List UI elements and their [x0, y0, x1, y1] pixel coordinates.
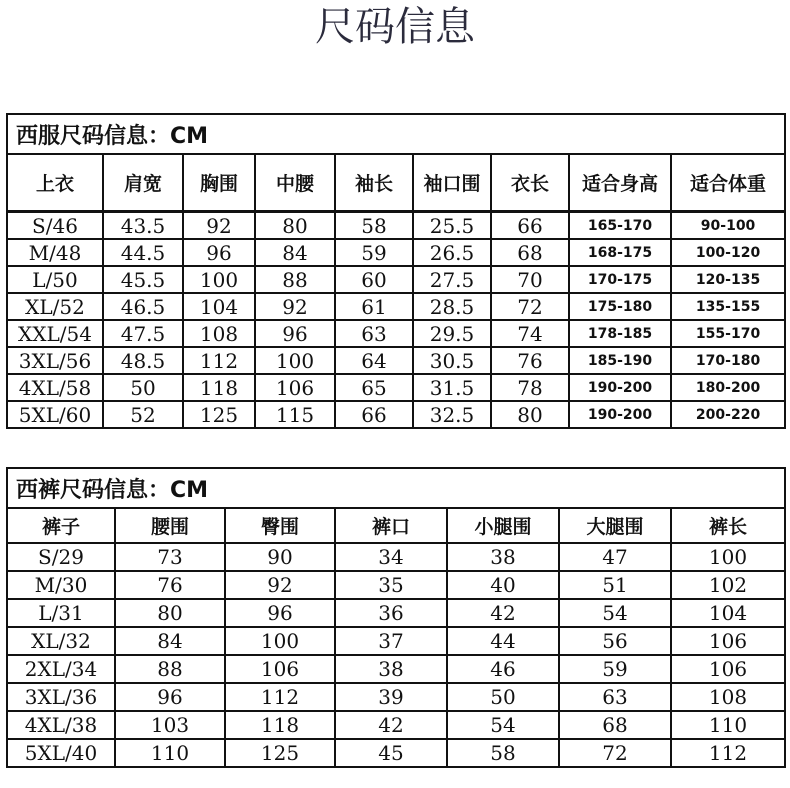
suit-table-cell: 3XL/56: [7, 347, 103, 374]
suit-table-cell: 64: [335, 347, 413, 374]
pants-table-cell: 40: [447, 571, 559, 599]
suit-header-cell: 衣长: [491, 154, 569, 212]
pants-table-cell: 106: [671, 655, 785, 683]
suit-table-cell: 118: [183, 374, 255, 401]
pants-table-cell: 104: [671, 599, 785, 627]
pants-table-cell: L/31: [7, 599, 115, 627]
suit-table-cell: 108: [183, 320, 255, 347]
suit-table-cell: 92: [183, 212, 255, 240]
suit-table-cell: 59: [335, 239, 413, 266]
pants-table-cell: 39: [335, 683, 447, 711]
suit-table-row: [7, 401, 785, 428]
pants-table-cell: 4XL/38: [7, 711, 115, 739]
suit-table-cell: 5XL/60: [7, 401, 103, 428]
pants-table-cell: 100: [671, 543, 785, 571]
suit-table-cell: 80: [491, 401, 569, 428]
suit-table-cell: 32.5: [413, 401, 491, 428]
pants-table-cell: 125: [225, 739, 335, 767]
pants-table-cell: 35: [335, 571, 447, 599]
pants-header-cell: 腰围: [115, 508, 225, 543]
pants-table-cell: 73: [115, 543, 225, 571]
suit-table-cell: 78: [491, 374, 569, 401]
suit-table-cell: 66: [335, 401, 413, 428]
suit-table-cell: XXL/54: [7, 320, 103, 347]
pants-table-row: [7, 711, 785, 739]
pants-table-title: 西裤尺码信息：CM: [7, 468, 785, 508]
pants-table-cell: 96: [225, 599, 335, 627]
suit-table-cell: M/48: [7, 239, 103, 266]
pants-table-cell: 36: [335, 599, 447, 627]
suit-table-cell: 84: [255, 239, 335, 266]
pants-header-cell: 裤子: [7, 508, 115, 543]
suit-table-cell: 44.5: [103, 239, 183, 266]
pants-table-cell: 102: [671, 571, 785, 599]
suit-table-cell: 31.5: [413, 374, 491, 401]
suit-table-row: [7, 266, 785, 293]
pants-table-cell: 56: [559, 627, 671, 655]
pants-header-cell: 小腿围: [447, 508, 559, 543]
suit-table-cell: 61: [335, 293, 413, 320]
suit-table-cell: 112: [183, 347, 255, 374]
pants-table-cell: 44: [447, 627, 559, 655]
pants-table-cell: 108: [671, 683, 785, 711]
pants-table-row: [7, 627, 785, 655]
suit-table-cell: 100: [255, 347, 335, 374]
pants-table-cell: 68: [559, 711, 671, 739]
suit-table-cell: 104: [183, 293, 255, 320]
suit-header-cell: 肩宽: [103, 154, 183, 212]
suit-table-cell: 65: [335, 374, 413, 401]
pants-table-cell: 42: [335, 711, 447, 739]
suit-table-cell: 185-190: [569, 347, 671, 374]
suit-table-cell: 4XL/58: [7, 374, 103, 401]
pants-table-row: [7, 599, 785, 627]
suit-table-cell: S/46: [7, 212, 103, 240]
pants-table-cell: 110: [671, 711, 785, 739]
suit-table-cell: 175-180: [569, 293, 671, 320]
suit-table-title: 西服尺码信息：CM: [7, 114, 785, 154]
suit-table-cell: 66: [491, 212, 569, 240]
pants-table-row: [7, 683, 785, 711]
pants-header-cell: 裤长: [671, 508, 785, 543]
pants-table-cell: 76: [115, 571, 225, 599]
pants-table-cell: 37: [335, 627, 447, 655]
suit-table-cell: 135-155: [671, 293, 785, 320]
suit-table-cell: 125: [183, 401, 255, 428]
suit-table-cell: 58: [335, 212, 413, 240]
suit-table-cell: 92: [255, 293, 335, 320]
suit-table-cell: 190-200: [569, 401, 671, 428]
suit-table-cell: 170-175: [569, 266, 671, 293]
suit-header-cell: 袖长: [335, 154, 413, 212]
suit-table-cell: 72: [491, 293, 569, 320]
suit-header-cell: 中腰: [255, 154, 335, 212]
suit-table-row: [7, 212, 785, 240]
suit-header-cell: 适合身高: [569, 154, 671, 212]
pants-header-cell: 大腿围: [559, 508, 671, 543]
suit-table-cell: 200-220: [671, 401, 785, 428]
pants-table-cell: M/30: [7, 571, 115, 599]
suit-table-cell: 50: [103, 374, 183, 401]
pants-table-cell: 46: [447, 655, 559, 683]
pants-table-cell: 54: [447, 711, 559, 739]
pants-table-cell: 96: [115, 683, 225, 711]
pants-table-cell: 100: [225, 627, 335, 655]
pants-table-cell: 59: [559, 655, 671, 683]
pants-table-cell: 112: [671, 739, 785, 767]
suit-table-row: [7, 293, 785, 320]
pants-table-cell: 112: [225, 683, 335, 711]
suit-table-cell: 168-175: [569, 239, 671, 266]
suit-table-cell: 96: [255, 320, 335, 347]
suit-table-cell: 190-200: [569, 374, 671, 401]
pants-table-cell: 3XL/36: [7, 683, 115, 711]
suit-table-cell: 80: [255, 212, 335, 240]
pants-table-cell: XL/32: [7, 627, 115, 655]
pants-table-cell: 51: [559, 571, 671, 599]
suit-table-cell: 120-135: [671, 266, 785, 293]
pants-table-cell: 50: [447, 683, 559, 711]
suit-table-cell: 165-170: [569, 212, 671, 240]
pants-table-row: [7, 571, 785, 599]
suit-table-cell: L/50: [7, 266, 103, 293]
suit-table-cell: 100-120: [671, 239, 785, 266]
pants-table-cell: 88: [115, 655, 225, 683]
pants-table-cell: 106: [671, 627, 785, 655]
pants-table-cell: 118: [225, 711, 335, 739]
suit-table-cell: 60: [335, 266, 413, 293]
suit-table-cell: 48.5: [103, 347, 183, 374]
pants-table-cell: 84: [115, 627, 225, 655]
suit-table-cell: 90-100: [671, 212, 785, 240]
suit-table-cell: 30.5: [413, 347, 491, 374]
suit-table-cell: 43.5: [103, 212, 183, 240]
suit-table-cell: 26.5: [413, 239, 491, 266]
pants-table-cell: S/29: [7, 543, 115, 571]
suit-size-table: [6, 113, 786, 429]
suit-table-cell: 63: [335, 320, 413, 347]
pants-table-cell: 45: [335, 739, 447, 767]
pants-table-cell: 2XL/34: [7, 655, 115, 683]
pants-header-cell: 臀围: [225, 508, 335, 543]
pants-table-cell: 5XL/40: [7, 739, 115, 767]
suit-table-cell: 88: [255, 266, 335, 293]
pants-table-cell: 38: [447, 543, 559, 571]
pants-table-cell: 47: [559, 543, 671, 571]
suit-table-cell: 74: [491, 320, 569, 347]
pants-table-cell: 106: [225, 655, 335, 683]
suit-table-row: [7, 320, 785, 347]
pants-header-cell: 裤口: [335, 508, 447, 543]
pants-table-cell: 63: [559, 683, 671, 711]
suit-table-cell: 27.5: [413, 266, 491, 293]
suit-table-cell: 47.5: [103, 320, 183, 347]
pants-table-cell: 103: [115, 711, 225, 739]
pants-table-cell: 92: [225, 571, 335, 599]
pants-table-cell: 42: [447, 599, 559, 627]
suit-table-cell: 52: [103, 401, 183, 428]
pants-table-cell: 72: [559, 739, 671, 767]
pants-table-cell: 34: [335, 543, 447, 571]
pants-table-cell: 54: [559, 599, 671, 627]
suit-table-cell: 106: [255, 374, 335, 401]
suit-table-row: [7, 374, 785, 401]
suit-table-cell: 45.5: [103, 266, 183, 293]
pants-table-row: [7, 655, 785, 683]
pants-table-cell: 110: [115, 739, 225, 767]
pants-table-cell: 58: [447, 739, 559, 767]
suit-header-cell: 胸围: [183, 154, 255, 212]
suit-table-cell: XL/52: [7, 293, 103, 320]
pants-table-cell: 90: [225, 543, 335, 571]
suit-table-row: [7, 347, 785, 374]
suit-table-cell: 100: [183, 266, 255, 293]
suit-table-cell: 29.5: [413, 320, 491, 347]
suit-table-cell: 68: [491, 239, 569, 266]
pants-table-row: [7, 543, 785, 571]
suit-table-cell: 178-185: [569, 320, 671, 347]
pants-size-table: [6, 467, 786, 768]
pants-table-row: [7, 739, 785, 767]
pants-table-cell: 38: [335, 655, 447, 683]
suit-table-cell: 96: [183, 239, 255, 266]
suit-table-cell: 115: [255, 401, 335, 428]
suit-table-cell: 46.5: [103, 293, 183, 320]
suit-table-cell: 180-200: [671, 374, 785, 401]
suit-header-cell: 上衣: [7, 154, 103, 212]
suit-table-cell: 25.5: [413, 212, 491, 240]
suit-header-cell: 袖口围: [413, 154, 491, 212]
suit-table-cell: 70: [491, 266, 569, 293]
suit-table-cell: 155-170: [671, 320, 785, 347]
suit-header-cell: 适合体重: [671, 154, 785, 212]
suit-table-cell: 76: [491, 347, 569, 374]
suit-table-cell: 170-180: [671, 347, 785, 374]
suit-table-row: [7, 239, 785, 266]
pants-table-cell: 80: [115, 599, 225, 627]
page-title: 尺码信息: [315, 4, 475, 50]
suit-table-cell: 28.5: [413, 293, 491, 320]
